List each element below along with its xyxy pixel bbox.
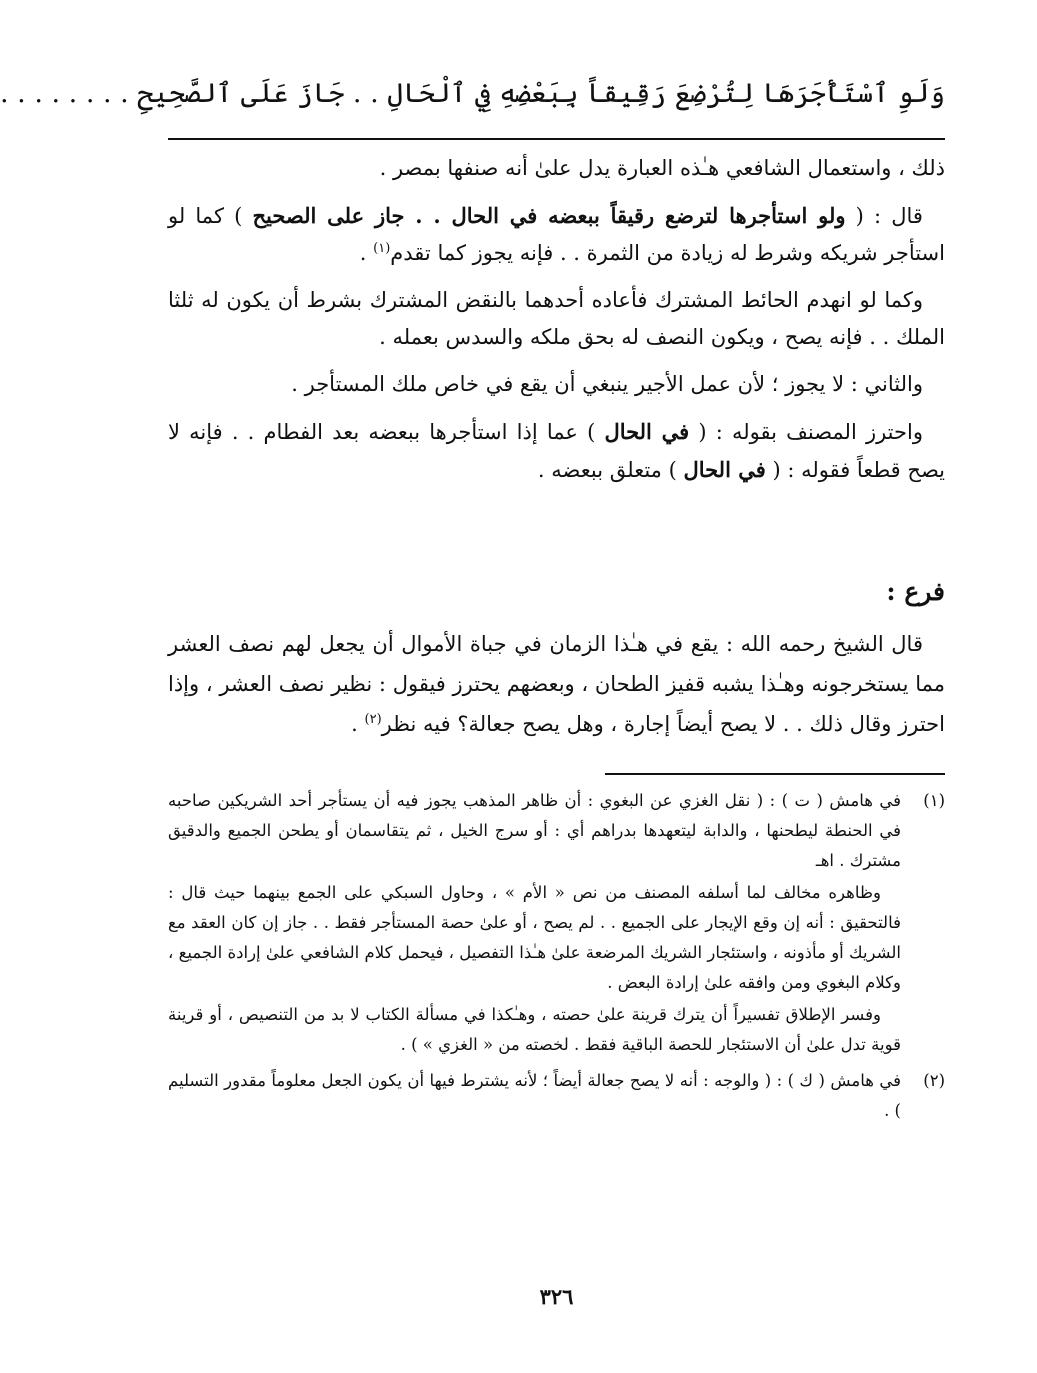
paragraph-4-text: والثاني : لا يجوز ؛ لأن عمل الأجير ينبغي أن يقع في خاص ملك المستأجر . [291, 372, 923, 396]
paragraph-5-quoted-2: في الحال [683, 457, 766, 482]
paragraph-4 [168, 366, 945, 403]
footnotes [168, 786, 945, 1132]
paragraph-5-part-e: ) متعلق ببعضه . [537, 458, 684, 482]
paragraph-2-lead: قال : ( [845, 204, 923, 228]
footnote-paragraph: في هامش ( ت ) : ( نقل الغزي عن البغوي : أن ظاهر المذهب يجوز فيه أن يستأجر أحد الشريكين صاحبه في الحنطة ليطحنها ، والدابة ليتعهدها بدراهم أي : أو سرج الخيل ، ثم يتقاسمان أو يطحن الجميع والدقيق مشترك . اهـ [168, 791, 901, 870]
paragraph-3-text: وكما لو انهدم الحائط المشترك فأعاده أحدهما بالنقض المشترك بشرط أن يكون له ثلثا الملك . . فإنه يصح ، ويكون النصف له بحق ملكه والسدس بعمله . [168, 288, 945, 349]
paragraph-5 [168, 413, 945, 489]
footnote-paragraph: وظاهره مخالف لما أسلفه المصنف من نص « الأم » ، وحاول السبكي على الجمع بينهما حيث قال : فالتحقيق : أنه إن وقع الإيجار على الجميع . . لم يصح ، أو علىٰ حصة المستأجر فقط . . جاز إن كان العقد مع الشريك أو مأذونه ، واستئجار الشريك المرضعة علىٰ هـٰذا التفصيل ، فيحمل كلام الشافعي علىٰ إرادة الجميع ، وكلام البغوي ومن وافقه علىٰ إرادة البعض . [168, 883, 901, 992]
paragraph-1-text: ذلك ، واستعمال الشافعي هـٰذه العبارة يدل علىٰ أنه صنفها بمصر . [379, 156, 945, 180]
footnote-number: (٢) [923, 1071, 945, 1090]
footnote-body [168, 786, 901, 1062]
far-paragraph-text: قال الشيخ رحمه الله : يقع في هـٰذا الزمان في جباة الأموال أن يجعل لهم نصف العشر مما يستخرجونه وهـٰذا يشبه قفيز الطحان ، وبعضهم يحترز فيقول : نظير نصف العشر ، وإذا احترز وقال ذلك . . لا يصح أيضاً إجارة ، وهل يصح جعالة؟ فيه نظر [168, 632, 945, 736]
far-paragraph [168, 624, 945, 744]
paragraph-5-part-a: واحترز المصنف بقوله : ( [689, 420, 923, 444]
footnote-ref-1[interactable]: (١) [373, 241, 391, 256]
footnote-divider [605, 773, 945, 775]
footnote-number: (١) [923, 791, 945, 810]
footnote-paragraph: وفسر الإطلاق تفسيراً أن يترك قرينة علىٰ حصته ، وهـٰكذا في مسألة الكتاب لا بد من التنصيص ، أو قرينة قوية تدل علىٰ أن الاستئجار للحصة الباقية فقط . لخصته من « الغزي » ) . [168, 1005, 901, 1054]
footnote-2 [168, 1066, 945, 1128]
paragraph-2-text: ) كما لو استأجر شريكه وشرط له زيادة من الثمرة . . فإنه يجوز كما تقدم [168, 204, 945, 265]
footnote-1 [168, 786, 945, 1062]
paragraph-2-quoted-matn: ولو استأجرها لترضع رقيقاً ببعضه في الحال . . جاز على الصحيح [252, 203, 846, 228]
far-paragraph-end: . [351, 712, 365, 736]
paragraph-1 [168, 150, 945, 187]
paragraph-2 [168, 197, 945, 272]
header-divider [168, 138, 945, 140]
paragraph-5-quoted-1: في الحال [604, 419, 690, 444]
paragraph-3 [168, 282, 945, 356]
section-heading-far: فرع : [886, 577, 945, 606]
footnote-paragraph: في هامش ( ك ) : ( والوجه : أنه لا يصح جعالة أيضاً ؛ لأنه يشترط فيها أن يكون الجعل معلوماً مقدور التسليم ) . [168, 1071, 901, 1120]
commentary-body [168, 150, 945, 499]
footnote-body [168, 1066, 901, 1128]
running-header [0, 66, 945, 126]
footnote-ref-2[interactable]: (٢) [364, 712, 382, 727]
page-number: ٣٢٦ [539, 1284, 574, 1309]
paragraph-2-end: . [359, 241, 374, 265]
header-matn-text: وَلَوِ ٱسْتَأْجَرَهَا لِتُرْضِعَ رَقِيقاً بِبَعْضِهِ فِي ٱلْحَالِ . . جَازَ عَلَى ٱلصَّحِيحِ . . . . . . . . [0, 78, 945, 109]
paragraph-5-part-c: ) عما إذا استأجرها ببعضه بعد الفطام . . فإنه لا يصح قطعاً فقوله : ( [168, 420, 945, 482]
